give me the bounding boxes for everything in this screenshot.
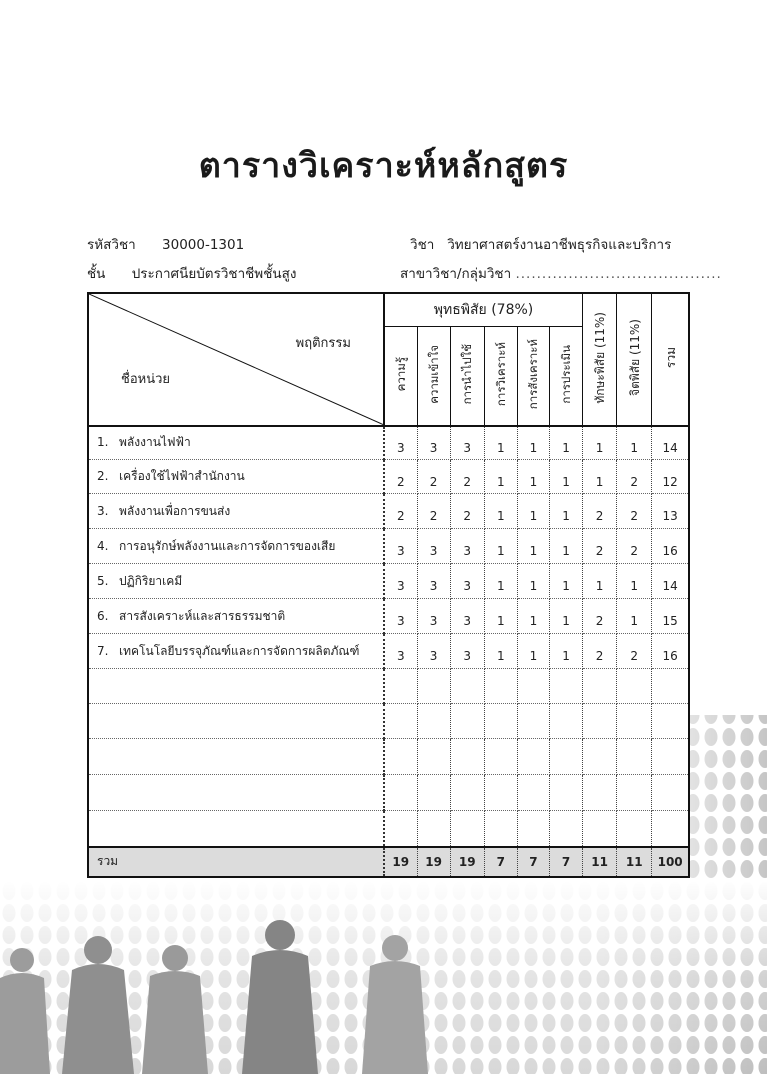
table-body <box>88 426 689 877</box>
table-row <box>88 599 689 634</box>
subheader-comprehension: ความเข้าใจ <box>417 326 450 426</box>
score-cell <box>583 669 617 704</box>
unit-name-cell <box>88 811 384 847</box>
score-cell: 16 <box>652 634 689 669</box>
score-cell <box>517 811 549 847</box>
diagonal-divider <box>89 294 383 425</box>
score-cell <box>549 775 582 811</box>
score-cell: 14 <box>652 426 689 460</box>
score-cell <box>549 704 582 739</box>
score-cell: 1 <box>484 460 517 494</box>
table-row <box>88 529 689 564</box>
score-cell: 3 <box>384 599 417 634</box>
score-cell: 1 <box>517 634 549 669</box>
unit-name: ปฏิกิริยาเคมี <box>119 573 183 588</box>
score-cell: 13 <box>652 494 689 529</box>
affective-header: จิตพิสัย (11%) <box>617 293 652 426</box>
empty-table-row <box>88 775 689 811</box>
total-cell: 7 <box>484 847 517 877</box>
level-line <box>87 262 296 284</box>
score-cell: 1 <box>517 494 549 529</box>
total-label: รวม <box>88 847 384 877</box>
score-cell <box>450 775 484 811</box>
unit-name: การอนุรักษ์พลังงานและการจัดการของเสีย <box>119 538 336 553</box>
score-cell <box>417 775 450 811</box>
unit-number: 1. <box>97 435 109 450</box>
score-cell: 1 <box>549 564 582 599</box>
behavior-label: พฤติกรรม <box>295 336 351 351</box>
score-cell <box>583 811 617 847</box>
score-cell: 2 <box>583 494 617 529</box>
psychomotor-header: ทักษะพิสัย (11%) <box>583 293 617 426</box>
score-cell: 1 <box>517 599 549 634</box>
unit-number: 2. <box>97 469 109 483</box>
score-cell: 3 <box>450 634 484 669</box>
score-cell <box>617 669 652 704</box>
score-cell: 16 <box>652 529 689 564</box>
subject-value: วิทยาศาสตร์งานอาชีพธุรกิจและบริการ <box>447 237 672 253</box>
score-cell: 15 <box>652 599 689 634</box>
score-cell: 2 <box>384 494 417 529</box>
unit-name-cell <box>88 599 384 634</box>
unit-name-cell <box>88 669 384 704</box>
score-cell: 1 <box>549 599 582 634</box>
course-code-line <box>87 233 244 255</box>
score-cell <box>652 669 689 704</box>
score-cell <box>549 669 582 704</box>
score-cell <box>652 811 689 847</box>
total-cell: 19 <box>384 847 417 877</box>
unit-name-cell <box>88 775 384 811</box>
cognitive-domain-header: พุทธพิสัย (78%) <box>384 293 583 326</box>
score-cell: 3 <box>384 564 417 599</box>
score-cell <box>617 704 652 739</box>
total-cell: 7 <box>549 847 582 877</box>
unit-number: 7. <box>97 643 109 658</box>
score-cell <box>384 739 417 775</box>
total-cell: 19 <box>417 847 450 877</box>
table-row <box>88 564 689 599</box>
unit-name: เครื่องใช้ไฟฟ้าสำนักงาน <box>119 469 245 483</box>
score-cell: 1 <box>517 564 549 599</box>
score-cell: 2 <box>583 529 617 564</box>
score-cell <box>583 775 617 811</box>
unit-number: 3. <box>97 503 109 518</box>
score-cell <box>450 739 484 775</box>
score-cell: 1 <box>583 426 617 460</box>
total-cell: 19 <box>450 847 484 877</box>
table-row <box>88 494 689 529</box>
score-cell: 3 <box>450 426 484 460</box>
score-cell: 1 <box>549 529 582 564</box>
score-cell: 1 <box>617 426 652 460</box>
score-cell: 12 <box>652 460 689 494</box>
score-cell <box>384 775 417 811</box>
table-row <box>88 426 689 460</box>
score-cell: 3 <box>384 634 417 669</box>
course-code-label: รหัสวิชา <box>87 237 136 253</box>
score-cell: 1 <box>583 564 617 599</box>
unit-name-cell <box>88 739 384 775</box>
score-cell <box>652 775 689 811</box>
score-cell <box>484 669 517 704</box>
score-cell: 1 <box>583 460 617 494</box>
subheader-evaluation: การประเมิน <box>549 326 582 426</box>
branch-line <box>400 262 722 284</box>
unit-name-cell <box>88 529 384 564</box>
score-cell: 14 <box>652 564 689 599</box>
score-cell: 3 <box>417 529 450 564</box>
score-cell: 3 <box>384 529 417 564</box>
unit-name-cell <box>88 564 384 599</box>
score-cell: 2 <box>417 460 450 494</box>
score-cell: 2 <box>450 460 484 494</box>
empty-table-row <box>88 811 689 847</box>
score-cell <box>484 775 517 811</box>
score-cell <box>549 811 582 847</box>
unit-name-cell <box>88 704 384 739</box>
subheader-knowledge: ความรู้ <box>384 326 417 426</box>
score-cell <box>384 669 417 704</box>
score-cell: 1 <box>517 426 549 460</box>
table-row <box>88 634 689 669</box>
score-cell: 1 <box>484 634 517 669</box>
score-cell: 1 <box>484 564 517 599</box>
score-cell <box>417 811 450 847</box>
score-cell: 3 <box>417 426 450 460</box>
score-cell: 1 <box>484 599 517 634</box>
subheader-application: การนำไปใช้ <box>450 326 484 426</box>
unit-name: สารสังเคราะห์และสารธรรมชาติ <box>119 608 286 623</box>
score-cell: 3 <box>417 599 450 634</box>
score-cell <box>450 669 484 704</box>
unit-name: พลังงานไฟฟ้า <box>119 435 191 450</box>
score-cell: 1 <box>549 426 582 460</box>
subject-line <box>410 233 671 255</box>
header-corner-cell <box>88 293 384 426</box>
score-cell <box>549 739 582 775</box>
total-row <box>88 847 689 877</box>
score-cell <box>484 811 517 847</box>
score-cell: 3 <box>450 529 484 564</box>
score-cell <box>652 704 689 739</box>
unit-name-cell <box>88 634 384 669</box>
score-cell <box>517 704 549 739</box>
empty-table-row <box>88 704 689 739</box>
score-cell: 2 <box>417 494 450 529</box>
score-cell: 1 <box>517 460 549 494</box>
branch-label: สาขาวิชา/กลุ่มวิชา <box>400 266 512 282</box>
score-cell: 3 <box>417 564 450 599</box>
subheader-analysis: การวิเคราะห์ <box>484 326 517 426</box>
score-cell: 1 <box>517 529 549 564</box>
unit-name-cell <box>88 426 384 460</box>
empty-table-row <box>88 669 689 704</box>
score-cell: 3 <box>384 426 417 460</box>
unit-name-label: ชื่อหน่วย <box>121 372 171 387</box>
course-code-value: 30000-1301 <box>162 237 245 253</box>
empty-table-row <box>88 739 689 775</box>
total-cell: 11 <box>617 847 652 877</box>
score-cell <box>450 811 484 847</box>
score-cell: 1 <box>484 494 517 529</box>
score-cell: 3 <box>417 634 450 669</box>
score-cell <box>617 811 652 847</box>
score-cell: 2 <box>617 460 652 494</box>
unit-number: 5. <box>97 573 109 588</box>
total-cell: 100 <box>652 847 689 877</box>
score-cell: 3 <box>450 564 484 599</box>
unit-name: เทคโนโลยีบรรจุภัณฑ์และการจัดการผลิตภัณฑ์ <box>119 643 360 658</box>
score-cell <box>517 669 549 704</box>
score-cell: 2 <box>617 529 652 564</box>
branch-value: ....................................... <box>515 266 722 282</box>
score-cell <box>617 739 652 775</box>
score-cell <box>484 704 517 739</box>
curriculum-analysis-table <box>87 292 690 878</box>
page-title: ตารางวิเคราะห์หลักสูตร <box>198 146 569 186</box>
score-cell: 1 <box>484 426 517 460</box>
score-cell <box>417 739 450 775</box>
unit-name-cell <box>88 494 384 529</box>
score-cell: 2 <box>450 494 484 529</box>
score-cell: 1 <box>549 460 582 494</box>
score-cell: 1 <box>549 634 582 669</box>
score-cell: 1 <box>484 529 517 564</box>
score-cell <box>617 775 652 811</box>
level-value: ประกาศนียบัตรวิชาชีพชั้นสูง <box>131 266 297 282</box>
subject-label: วิชา <box>410 237 435 253</box>
score-cell <box>583 739 617 775</box>
score-cell <box>583 704 617 739</box>
total-cell: 11 <box>583 847 617 877</box>
score-cell: 2 <box>617 494 652 529</box>
score-cell <box>384 811 417 847</box>
unit-number: 6. <box>97 608 109 623</box>
score-cell <box>417 669 450 704</box>
score-cell <box>517 739 549 775</box>
total-header: รวม <box>652 293 689 426</box>
table-row <box>88 460 689 494</box>
score-cell <box>517 775 549 811</box>
unit-name: พลังงานเพื่อการขนส่ง <box>119 503 231 518</box>
unit-name-cell <box>88 460 384 494</box>
score-cell: 2 <box>617 634 652 669</box>
level-label: ชั้น <box>87 266 106 282</box>
subheader-synthesis: การสังเคราะห์ <box>517 326 549 426</box>
score-cell: 1 <box>617 564 652 599</box>
score-cell <box>417 704 450 739</box>
score-cell: 2 <box>384 460 417 494</box>
score-cell: 3 <box>450 599 484 634</box>
score-cell <box>384 704 417 739</box>
score-cell <box>484 739 517 775</box>
total-cell: 7 <box>517 847 549 877</box>
score-cell: 1 <box>617 599 652 634</box>
score-cell <box>652 739 689 775</box>
score-cell: 1 <box>549 494 582 529</box>
unit-number: 4. <box>97 538 109 553</box>
score-cell: 2 <box>583 599 617 634</box>
score-cell: 2 <box>583 634 617 669</box>
score-cell <box>450 704 484 739</box>
